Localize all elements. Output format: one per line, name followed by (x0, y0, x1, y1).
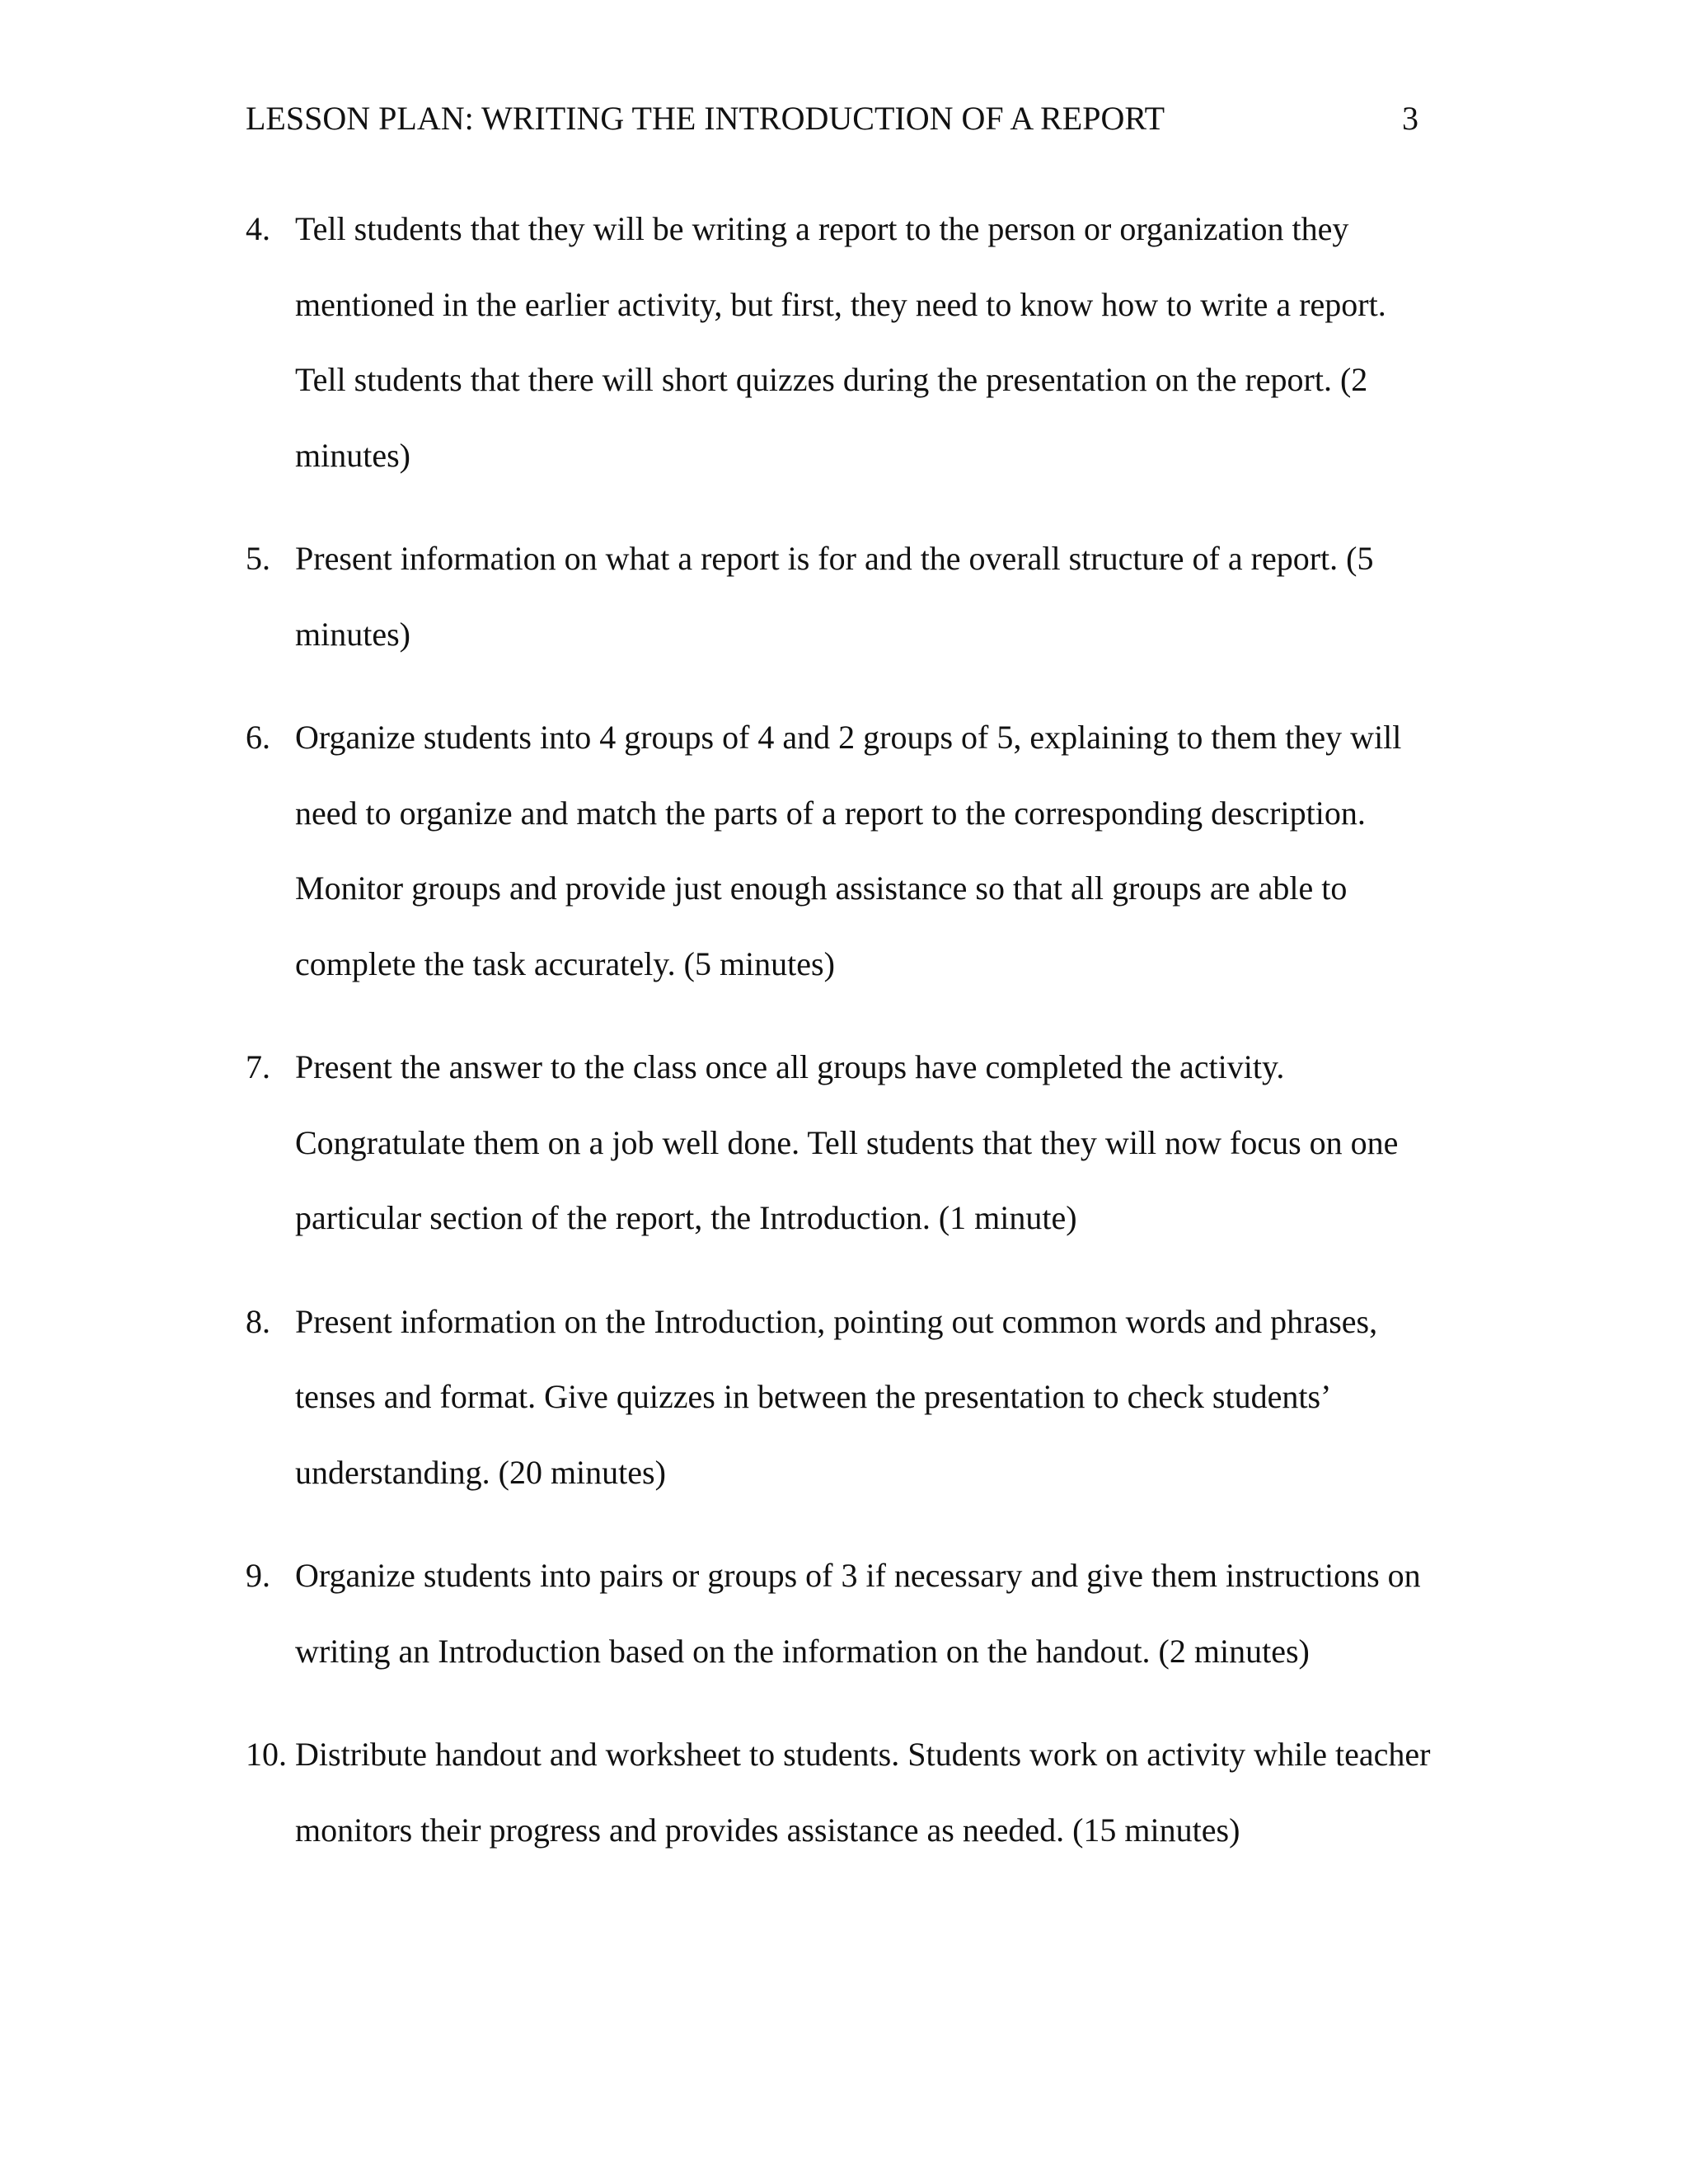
list-item (246, 521, 1432, 672)
list-item (246, 191, 1432, 493)
item-number: 9. (246, 1557, 270, 1594)
item-text: Present information on the Introduction, pointing out common words and phrases, tenses and format. Give quizzes in between the presentation to check students’ understanding. (20 minutes) (295, 1302, 1378, 1491)
item-number: 6. (246, 719, 270, 756)
running-head (246, 97, 1418, 140)
procedure-list (246, 191, 1432, 1896)
item-text: Present the answer to the class once all groups have completed the activity. Congratulate them on a job well done. Tell students that they will now focus on one particular section of the report, the Introduction. (1 minute) (295, 1048, 1399, 1236)
running-head-title: LESSON PLAN: WRITING THE INTRODUCTION OF A REPORT (246, 100, 1165, 137)
item-text: Organize students into 4 groups of 4 and 2 groups of 5, explaining to them they will need to organize and match the parts of a report to the corresponding description. Monitor groups and provide just enough assistance so that all groups are able to complete the task accurately. (5 minutes) (295, 719, 1402, 982)
list-item (246, 1538, 1432, 1689)
item-number: 7. (246, 1048, 270, 1085)
item-number: 5. (246, 540, 270, 577)
list-item (246, 1284, 1432, 1511)
list-item (246, 700, 1432, 1001)
item-number: 10. (246, 1736, 287, 1773)
list-item (246, 1029, 1432, 1256)
list-item (246, 1717, 1432, 1868)
page-number: 3 (1402, 100, 1418, 137)
item-number: 8. (246, 1302, 270, 1340)
item-text: Distribute handout and worksheet to students. Students work on activity while teacher monitors their progress and provides assistance as needed. (15 minutes) (295, 1736, 1431, 1849)
item-text: Tell students that they will be writing a report to the person or organization they mentioned in the earlier activity, but first, they need to know how to write a report. Tell students that there will short quizzes during the presentation on the report. (2 minutes) (295, 210, 1386, 474)
item-text: Organize students into pairs or groups of 3 if necessary and give them instructions on writing an Introduction based on the information on the handout. (2 minutes) (295, 1557, 1421, 1670)
item-number: 4. (246, 210, 270, 247)
item-text: Present information on what a report is for and the overall structure of a report. (5 minutes) (295, 540, 1374, 653)
